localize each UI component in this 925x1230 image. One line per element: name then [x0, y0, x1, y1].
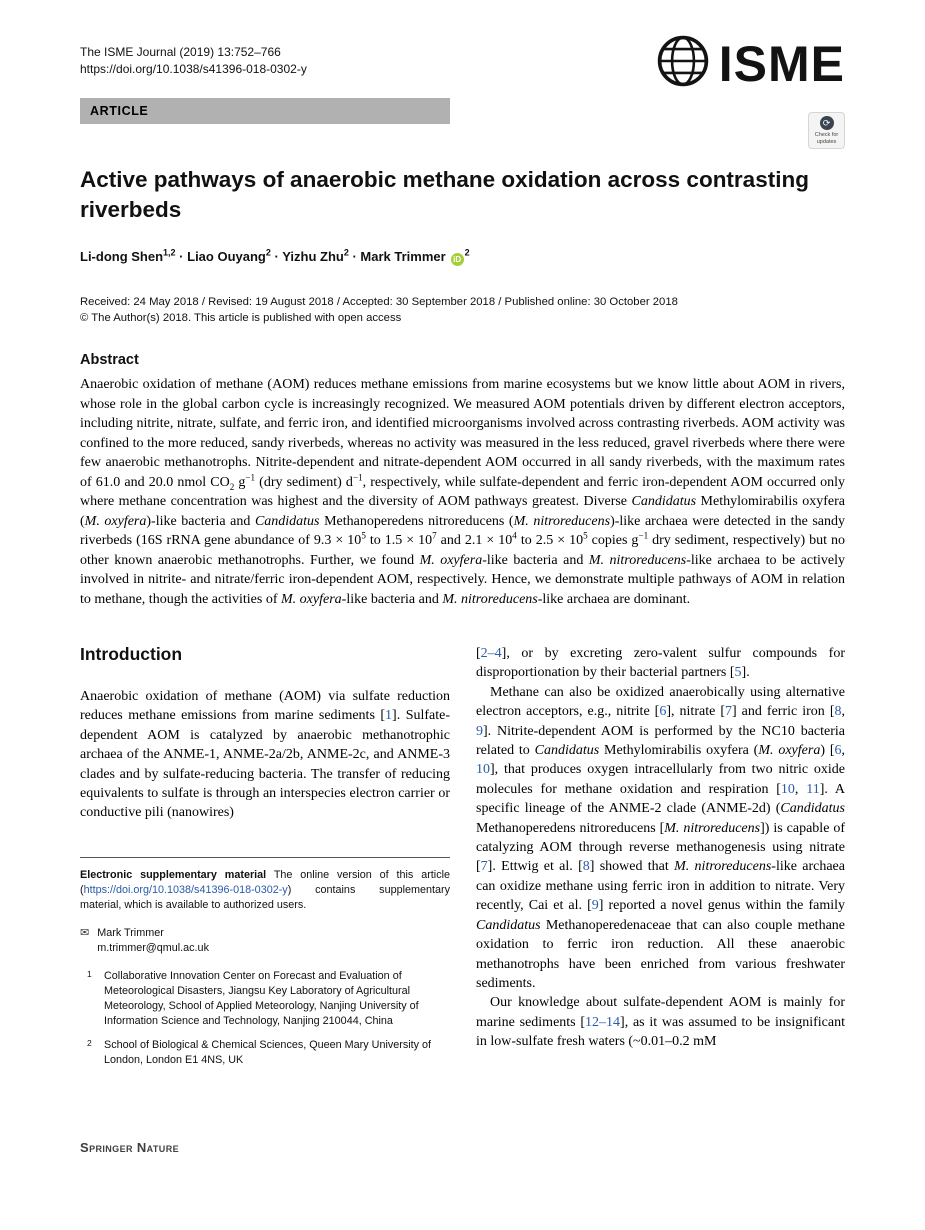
- text-run: Candidatus: [631, 494, 697, 509]
- envelope-icon: ✉: [80, 926, 90, 939]
- text-run: 2: [229, 481, 235, 492]
- corresponding-author-name: Mark Trimmer: [97, 926, 164, 939]
- text-run: M. oxyfera: [419, 552, 483, 568]
- introduction-heading: Introduction: [80, 644, 183, 664]
- citation-link[interactable]: 6: [659, 704, 667, 720]
- corresponding-author-email[interactable]: m.trimmer@qmul.ac.uk: [97, 941, 209, 954]
- text-run: M. nitroreducens: [513, 513, 611, 529]
- citation-link[interactable]: 1: [385, 708, 393, 724]
- citation-link[interactable]: 7: [725, 704, 732, 720]
- publisher-logo: Springer Nature: [80, 1140, 180, 1155]
- text-run: Candidatus: [254, 513, 320, 529]
- journal-citation: The ISME Journal (2019) 13:752–766: [80, 45, 281, 59]
- isme-logo-text: ISME: [718, 35, 845, 92]
- affiliation-2-text: School of Biological & Chemical Sciences, Queen Mary University of London, London E1 4NS, UK: [104, 1038, 432, 1066]
- page-content: [80, 0, 845, 1230]
- text-run: M. oxyfera: [84, 513, 147, 529]
- left-column: [80, 644, 450, 1077]
- affiliation-1: [80, 969, 450, 1029]
- correspondence-block: [80, 926, 450, 956]
- abstract-heading: Abstract: [80, 352, 139, 368]
- right-column: [476, 644, 845, 1077]
- text-run: 1,2: [163, 247, 176, 258]
- citation-link[interactable]: 7: [480, 859, 488, 875]
- article-type-bar: [80, 98, 450, 124]
- isme-globe-icon: [657, 35, 709, 92]
- text-run: 2: [343, 247, 349, 258]
- text-run: Candidatus: [476, 917, 541, 933]
- text-run: M. oxyfera: [758, 743, 821, 759]
- text-run: M. nitroreducens: [442, 591, 538, 607]
- intro-paragraph-2: Methane can also be oxidized anaerobically using alternative electron acceptors, e.g., nitrite [6], nitrate [7] and ferric iron [8, 9]. Nitrite-dependent AOM is performed by the NC10 bacteria related to Candidatus Methylomirabilis oxyfera (M. oxyfera) [6, 10], that produces oxygen intracellularly from two nitric oxide molecules for methane oxidation and respiration [10, 11]. A specific lineage of the ANME-2 clade (ANME-2d) (Candidatus Methanoperedens nitroreducens [M. nitroreducens]) is capable of catalyzing AOM through reverse methanogenesis using nitrate [7]. Ettwig et al. [8] showed that M. nitroreducens-like archaea can oxidize methane using ferric iron in addition to nitrate. Very recently, Cai et al. [9] reported a novel genus within the family Candidatus Methanoperedenaceae that can also couple methane oxidation to ferric iron reduction. All these anaerobic methanotrophs have been enriched from various freshwater sediments.: [476, 684, 846, 991]
- affiliation-1-number: 1: [87, 968, 92, 979]
- text-run: 4: [512, 530, 517, 541]
- text-run: M. nitroreducens: [588, 552, 687, 568]
- affiliation-1-text: Collaborative Innovation Center on Forecast and Evaluation of Meteorological Disasters, Jiangsu Key Laboratory of Agricultural Meteorology, School of Applied Meteorology, Nanjing University of Information Science and Technology, Nanjing 210044, China: [104, 969, 419, 1027]
- footnotes-block: [80, 857, 450, 1077]
- text-run: 5: [583, 530, 588, 541]
- citation-link[interactable]: 10: [780, 781, 795, 797]
- abstract-body: Anaerobic oxidation of methane (AOM) reduces methane emissions from marine ecosystems but we know little about AOM in rivers, whose role in the global carbon cycle is increasingly recognized. We measured AOM potentials driven by different electron acceptors, including nitrite, nitrate, sulfate, and ferric iron, and identified microorganisms involved across contrasting riverbeds. AOM activity was confined to the more reduced, sandy riverbeds, whereas no activity was measured in the less reduced, gravel riverbeds where there were few anaerobic methanotrophs. Nitrite-dependent and nitrate-dependent AOM occurred in all sandy riverbeds, with the maximum rates of 61.0 and 20.0 nmol $CO_2$ $g^{-1}$ (dry sediment) $d^{-1}$, respectively, while sulfate-dependent and ferric iron-dependent AOM occurred only where methane concentration was highest and the diversity of AOM pathways greatest. Diverse Candidatus Methylomirabilis oxyfera (M. oxyfera)-like bacteria and Candidatus Methanoperedens nitroreducens (M. nitroreducens)-like archaea were detected in the sandy riverbeds (16S rRNA gene abundance of $9.3 \times 10^5$ to $1.5 \times 10^7$ and $2.1 \times 10^4$ to $2.5 \times 10^5$ copies $g^{-1}$ dry sediment, respectively) but no other known anaerobic methanotrophs. Further, we found M. oxyfera-like bacteria and M. nitroreducens-like archaea to be actively involved in nitrite- and nitrate/ferric iron-dependent AOM, respectively. Hence, we demonstrate multiple pathways of AOM in relation to methane, though the activities of M. oxyfera-like bacteria and M. nitroreducens-like archaea are dominant.: [80, 377, 846, 607]
- affiliation-2: [80, 1038, 450, 1068]
- crossmark-icon: ⟳: [820, 116, 834, 130]
- citation-link[interactable]: 11: [806, 781, 820, 797]
- citation-link[interactable]: 2–4: [480, 646, 502, 661]
- text-run: 2: [265, 247, 271, 258]
- text-run: −1: [352, 471, 363, 482]
- copyright-line: © The Author(s) 2018. This article is published with open access: [80, 312, 402, 324]
- citation-link[interactable]: 5: [734, 665, 742, 681]
- text-run: Candidatus: [780, 801, 845, 817]
- header: [80, 35, 845, 92]
- text-run: 2: [464, 247, 470, 258]
- intro-paragraph: Anaerobic oxidation of methane (AOM) via sulfate reduction reduces methane emissions from marine sediments [1]. Sulfate-dependent AOM is catalyzed by anaerobic methanotrophic archaea of the ANME-1, ANME-2a/2b, ANME-2c, and ANME-3 clades and by sulfate-reducing bacteria. The transfer of reducing equivalents to sulfate is through an interspecies electron carrier or conductive pili (nanowires): [80, 689, 451, 821]
- citation-link[interactable]: 12–14: [585, 1014, 621, 1030]
- supplementary-doi-link[interactable]: https://doi.org/10.1038/s41396-018-0302-y: [83, 883, 288, 896]
- citation-link[interactable]: 9: [476, 723, 483, 739]
- history-dates-line: Received: 24 May 2018 / Revised: 19 August 2018 / Accepted: 30 September 2018 / Published online: 30 October 2018: [80, 296, 678, 308]
- text-run: −1: [638, 530, 649, 541]
- check-for-updates-badge[interactable]: [808, 112, 845, 149]
- doi-link[interactable]: https://doi.org/10.1038/s41396-018-0302-y: [80, 62, 307, 76]
- text-run: 7: [432, 530, 437, 541]
- citation-link[interactable]: 8: [834, 704, 842, 720]
- supplementary-note: Electronic supplementary material The online version of this article (https://doi.org/10.1038/s41396-018-0302-y) contains supplementary material, which is available to authorized users.: [80, 868, 450, 911]
- authors-line: Li-dong Shen$^{1,2}$ · Liao Ouyang$^2$ · Yizhu Zhu$^2$ · Mark Trimmer $iD^2$: [80, 247, 470, 264]
- text-run: −1: [245, 471, 256, 482]
- affiliation-2-number: 2: [87, 1037, 92, 1048]
- article-type-label: ARTICLE: [90, 104, 149, 118]
- orcid-icon[interactable]: iD: [451, 253, 464, 266]
- text-run: M. nitroreducens: [664, 820, 761, 836]
- journal-meta: [80, 44, 307, 78]
- citation-link[interactable]: 9: [591, 898, 599, 914]
- intro-paragraph-3: Our knowledge about sulfate-dependent AOM is mainly for marine sediments [12–14], as it was assumed to be insignificant in low-sulfate fresh waters (~0.01–0.2 mM: [476, 995, 846, 1050]
- paper-title: Active pathways of anaerobic methane oxidation across contrasting riverbeds: [80, 167, 809, 222]
- text-run: Electronic supplementary material: [80, 868, 267, 881]
- two-column-area: [80, 644, 845, 1077]
- isme-logo: [657, 35, 845, 92]
- text-run: M. nitroreducens: [674, 859, 772, 875]
- citation-link[interactable]: 6: [834, 743, 842, 759]
- text-run: 5: [361, 530, 366, 541]
- check-for-updates-label: Check for updates: [814, 132, 839, 145]
- intro-paragraph-continued: [2–4], or by excreting zero-valent sulfur compounds for disproportionation by their bacterial partners [5].: [476, 646, 845, 681]
- text-run: M. oxyfera: [281, 591, 342, 607]
- citation-link[interactable]: 8: [582, 859, 590, 875]
- text-run: Candidatus: [534, 743, 600, 759]
- citation-link[interactable]: 10: [476, 762, 490, 778]
- correspondence-details: [97, 926, 209, 956]
